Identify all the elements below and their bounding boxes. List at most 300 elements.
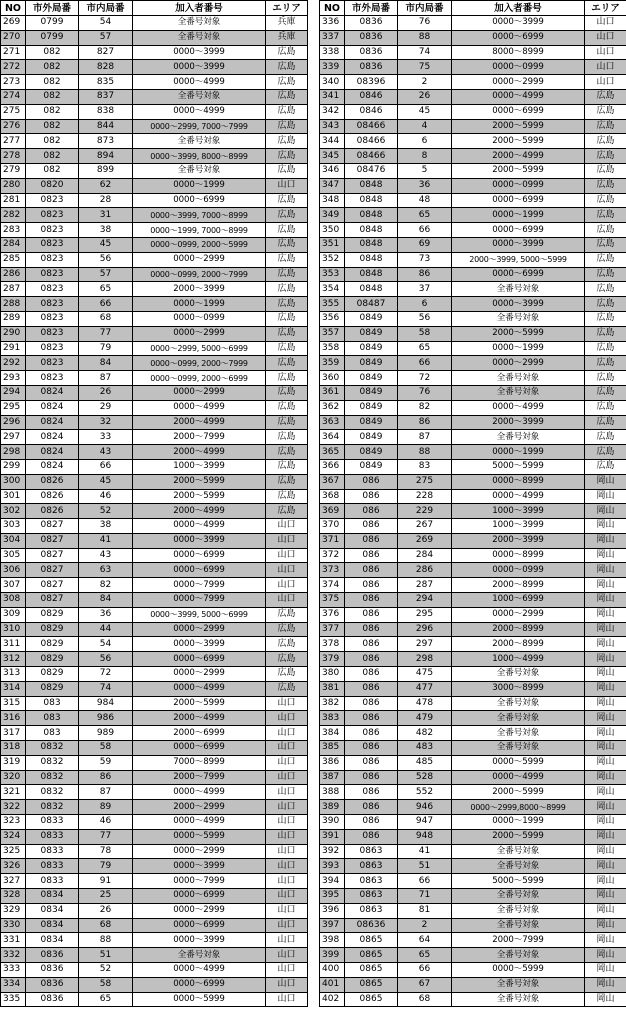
cell-no: 309: [1, 607, 26, 622]
cell-area: 広島: [266, 430, 308, 445]
table-row: [1, 474, 308, 489]
cell-subscriber-number: 0000～6999: [133, 652, 266, 667]
area-code-table-left: [0, 0, 308, 1007]
cell-subscriber-number: 1000～3999: [452, 504, 585, 519]
cell-local-exchange: 79: [79, 859, 133, 874]
cell-local-exchange: 65: [398, 948, 452, 963]
cell-area-code: 086: [345, 696, 398, 711]
table-row: [320, 533, 626, 548]
cell-area-code: 086: [345, 548, 398, 563]
cell-local-exchange: 26: [79, 903, 133, 918]
cell-area: 広島: [266, 311, 308, 326]
cell-local-exchange: 26: [79, 385, 133, 400]
cell-area: 広島: [585, 459, 626, 474]
cell-area: 広島: [266, 119, 308, 134]
table-row: [1, 371, 308, 386]
cell-area: 広島: [585, 430, 626, 445]
cell-area: 山口: [585, 75, 626, 90]
cell-area-code: 086: [345, 519, 398, 534]
cell-area: 山口: [266, 889, 308, 904]
cell-area-code: 086: [345, 770, 398, 785]
cell-area: 岡山: [585, 726, 626, 741]
cell-area-code: 0826: [26, 504, 79, 519]
cell-no: 301: [1, 489, 26, 504]
cell-area-code: 083: [26, 726, 79, 741]
cell-subscriber-number: 0000～4999: [133, 963, 266, 978]
cell-subscriber-number: 0000～3999: [452, 297, 585, 312]
cell-no: 328: [1, 889, 26, 904]
cell-no: 306: [1, 563, 26, 578]
cell-local-exchange: 29: [79, 400, 133, 415]
cell-area: 広島: [266, 489, 308, 504]
cell-area-code: 0823: [26, 326, 79, 341]
table-row: [1, 489, 308, 504]
cell-area: 兵庫: [266, 30, 308, 45]
table-row: [320, 918, 626, 933]
cell-area: 山口: [266, 977, 308, 992]
cell-subscriber-number: 0000～4999: [133, 681, 266, 696]
table-row: [1, 326, 308, 341]
cell-area-code: 0827: [26, 563, 79, 578]
cell-no: 370: [320, 519, 345, 534]
table-row: [1, 755, 308, 770]
cell-area: 広島: [266, 60, 308, 75]
cell-subscriber-number: 2000～4999: [133, 445, 266, 460]
table-row: [320, 578, 626, 593]
cell-no: 279: [1, 163, 26, 178]
cell-local-exchange: 478: [398, 696, 452, 711]
cell-area-code: 0836: [345, 45, 398, 60]
cell-area: 広島: [266, 445, 308, 460]
cell-subscriber-number: 全番号対象: [133, 16, 266, 31]
cell-subscriber-number: 2000～8999: [452, 622, 585, 637]
cell-area-code: 086: [345, 622, 398, 637]
cell-area: 岡山: [585, 933, 626, 948]
cell-local-exchange: 69: [398, 237, 452, 252]
cell-subscriber-number: 0000～6999: [133, 889, 266, 904]
table-row: [1, 844, 308, 859]
cell-area: 広島: [585, 267, 626, 282]
cell-local-exchange: 66: [398, 963, 452, 978]
cell-local-exchange: 77: [79, 326, 133, 341]
cell-area-code: 0865: [345, 977, 398, 992]
cell-no: 383: [320, 711, 345, 726]
cell-area-code: 0823: [26, 223, 79, 238]
cell-area-code: 0832: [26, 800, 79, 815]
table-row: [1, 963, 308, 978]
cell-no: 377: [320, 622, 345, 637]
table-row: [1, 208, 308, 223]
table-row: [320, 282, 626, 297]
cell-area: 山口: [266, 948, 308, 963]
table-row: [1, 297, 308, 312]
table-row: [1, 578, 308, 593]
cell-area: 広島: [585, 385, 626, 400]
cell-no: 365: [320, 445, 345, 460]
cell-local-exchange: 91: [79, 874, 133, 889]
table-row: [320, 741, 626, 756]
cell-no: 278: [1, 149, 26, 164]
cell-no: 331: [1, 933, 26, 948]
table-row: [1, 163, 308, 178]
cell-subscriber-number: 0000～4999: [452, 770, 585, 785]
cell-no: 311: [1, 637, 26, 652]
cell-local-exchange: 2: [398, 918, 452, 933]
cell-subscriber-number: 0000～6999: [133, 741, 266, 756]
cell-no: 401: [320, 977, 345, 992]
cell-no: 305: [1, 548, 26, 563]
cell-area-code: 082: [26, 45, 79, 60]
cell-area: 岡山: [585, 519, 626, 534]
table-row: [1, 607, 308, 622]
cell-no: 350: [320, 223, 345, 238]
cell-subscriber-number: 0000～2999: [452, 356, 585, 371]
cell-area-code: 0849: [345, 385, 398, 400]
cell-local-exchange: 32: [79, 415, 133, 430]
cell-no: 385: [320, 741, 345, 756]
cell-area: 広島: [585, 400, 626, 415]
table-row: [320, 400, 626, 415]
table-row: [320, 844, 626, 859]
cell-area-code: 082: [26, 104, 79, 119]
table-row: [1, 563, 308, 578]
cell-subscriber-number: 0000～3999: [452, 16, 585, 31]
cell-local-exchange: 947: [398, 815, 452, 830]
cell-no: 290: [1, 326, 26, 341]
cell-no: 303: [1, 519, 26, 534]
cell-area-code: 0799: [26, 30, 79, 45]
cell-local-exchange: 86: [398, 415, 452, 430]
cell-area: 岡山: [585, 504, 626, 519]
cell-local-exchange: 946: [398, 800, 452, 815]
cell-area: 広島: [585, 356, 626, 371]
cell-local-exchange: 287: [398, 578, 452, 593]
cell-no: 322: [1, 800, 26, 815]
cell-area: 広島: [585, 163, 626, 178]
cell-subscriber-number: 2000～3999: [133, 282, 266, 297]
cell-no: 314: [1, 681, 26, 696]
cell-area-code: 082: [26, 60, 79, 75]
cell-local-exchange: 286: [398, 563, 452, 578]
table-row: [320, 237, 626, 252]
table-row: [1, 119, 308, 134]
cell-no: 280: [1, 178, 26, 193]
cell-subscriber-number: 0000～0999, 2000～5999: [133, 237, 266, 252]
cell-area-code: 086: [345, 563, 398, 578]
cell-area-code: 086: [345, 533, 398, 548]
cell-area: 岡山: [585, 815, 626, 830]
cell-area-code: 0836: [345, 60, 398, 75]
cell-area-code: 086: [345, 829, 398, 844]
cell-local-exchange: 38: [79, 223, 133, 238]
cell-area-code: 086: [345, 741, 398, 756]
cell-area-code: 0823: [26, 282, 79, 297]
cell-area-code: 0846: [345, 104, 398, 119]
cell-area: 山口: [266, 963, 308, 978]
cell-area: 山口: [266, 992, 308, 1007]
cell-local-exchange: 65: [398, 341, 452, 356]
cell-subscriber-number: 0000～2999: [452, 75, 585, 90]
cell-area-code: 0848: [345, 282, 398, 297]
cell-no: 298: [1, 445, 26, 460]
cell-area: 山口: [266, 741, 308, 756]
cell-area-code: 0865: [345, 948, 398, 963]
cell-area-code: 0823: [26, 267, 79, 282]
cell-subscriber-number: 0000～1999: [133, 178, 266, 193]
cell-local-exchange: 838: [79, 104, 133, 119]
cell-local-exchange: 228: [398, 489, 452, 504]
table-row: [1, 637, 308, 652]
table-row: [320, 489, 626, 504]
cell-area-code: 086: [345, 578, 398, 593]
cell-area-code: 083: [26, 696, 79, 711]
cell-no: 336: [320, 16, 345, 31]
cell-local-exchange: 28: [79, 193, 133, 208]
cell-area: 山口: [266, 178, 308, 193]
cell-area-code: 0823: [26, 341, 79, 356]
cell-area: 兵庫: [266, 16, 308, 31]
cell-no: 332: [1, 948, 26, 963]
cell-area: 山口: [266, 711, 308, 726]
cell-no: 333: [1, 963, 26, 978]
cell-area: 岡山: [585, 489, 626, 504]
cell-area: 広島: [266, 237, 308, 252]
cell-area-code: 0823: [26, 193, 79, 208]
cell-subscriber-number: 2000～8999: [452, 637, 585, 652]
table-row: [1, 104, 308, 119]
cell-subscriber-number: 全番号対象: [452, 696, 585, 711]
cell-no: 363: [320, 415, 345, 430]
cell-no: 334: [1, 977, 26, 992]
table-row: [320, 652, 626, 667]
cell-subscriber-number: 0000～6999: [452, 104, 585, 119]
cell-no: 297: [1, 430, 26, 445]
table-row: [320, 637, 626, 652]
cell-subscriber-number: 0000～5999: [452, 963, 585, 978]
cell-area: 広島: [585, 415, 626, 430]
cell-area-code: 0836: [26, 992, 79, 1007]
cell-area-code: 0823: [26, 311, 79, 326]
cell-area: 岡山: [585, 548, 626, 563]
cell-subscriber-number: 2000～5999: [133, 474, 266, 489]
cell-subscriber-number: 2000～3999, 5000～5999: [452, 252, 585, 267]
cell-no: 326: [1, 859, 26, 874]
cell-area-code: 0848: [345, 223, 398, 238]
cell-area-code: 0863: [345, 874, 398, 889]
cell-area: 広島: [266, 652, 308, 667]
cell-no: 387: [320, 770, 345, 785]
cell-no: 343: [320, 119, 345, 134]
cell-local-exchange: 229: [398, 504, 452, 519]
cell-area: 広島: [585, 297, 626, 312]
cell-no: 395: [320, 889, 345, 904]
cell-area: 岡山: [585, 859, 626, 874]
cell-no: 342: [320, 104, 345, 119]
cell-no: 315: [1, 696, 26, 711]
table-row: [320, 459, 626, 474]
cell-no: 289: [1, 311, 26, 326]
cell-local-exchange: 75: [398, 60, 452, 75]
table-row: [1, 889, 308, 904]
cell-area-code: 082: [26, 163, 79, 178]
cell-no: 339: [320, 60, 345, 75]
cell-area-code: 086: [345, 652, 398, 667]
cell-subscriber-number: 0000～3999: [133, 533, 266, 548]
cell-local-exchange: 479: [398, 711, 452, 726]
cell-area-code: 0836: [345, 16, 398, 31]
cell-no: 319: [1, 755, 26, 770]
cell-subscriber-number: 全番号対象: [452, 948, 585, 963]
cell-subscriber-number: 2000～8999: [452, 578, 585, 593]
cell-local-exchange: 56: [79, 652, 133, 667]
cell-local-exchange: 86: [398, 267, 452, 282]
table-row: [1, 681, 308, 696]
table-row: [1, 237, 308, 252]
cell-subscriber-number: 2000～5999: [452, 163, 585, 178]
table-row: [320, 119, 626, 134]
cell-subscriber-number: 0000～0999, 2000～7999: [133, 267, 266, 282]
table-row: [1, 282, 308, 297]
cell-area: 岡山: [585, 622, 626, 637]
cell-no: 355: [320, 297, 345, 312]
cell-area-code: 0863: [345, 903, 398, 918]
cell-area-code: 0848: [345, 193, 398, 208]
cell-area: 広島: [266, 667, 308, 682]
table-row: [320, 519, 626, 534]
table-row: [320, 297, 626, 312]
cell-subscriber-number: 0000～0999, 2000～6999: [133, 371, 266, 386]
table-row: [1, 45, 308, 60]
cell-local-exchange: 74: [398, 45, 452, 60]
cell-area-code: 082: [26, 75, 79, 90]
table-row: [320, 326, 626, 341]
cell-area-code: 0832: [26, 741, 79, 756]
cell-subscriber-number: 全番号対象: [452, 918, 585, 933]
cell-area-code: 086: [345, 681, 398, 696]
cell-subscriber-number: 全番号対象: [452, 385, 585, 400]
cell-area: 山口: [266, 874, 308, 889]
cell-subscriber-number: 0000～0999: [133, 311, 266, 326]
cell-area-code: 0865: [345, 933, 398, 948]
cell-area: 山口: [266, 755, 308, 770]
cell-area: 広島: [266, 371, 308, 386]
cell-area: 広島: [266, 223, 308, 238]
cell-subscriber-number: 0000～2999: [133, 385, 266, 400]
cell-no: 390: [320, 815, 345, 830]
cell-subscriber-number: 全番号対象: [452, 371, 585, 386]
table-row: [320, 341, 626, 356]
cell-subscriber-number: 0000～2999: [133, 844, 266, 859]
cell-local-exchange: 71: [398, 889, 452, 904]
cell-subscriber-number: 0000～5999: [133, 829, 266, 844]
cell-subscriber-number: 2000～5999: [452, 326, 585, 341]
table-row: [1, 829, 308, 844]
cell-area-code: 0849: [345, 415, 398, 430]
table-row: [1, 593, 308, 608]
cell-area: 岡山: [585, 889, 626, 904]
cell-local-exchange: 2: [398, 75, 452, 90]
header-no: NO: [1, 1, 26, 16]
table-row: [320, 504, 626, 519]
cell-no: 353: [320, 267, 345, 282]
cell-no: 364: [320, 430, 345, 445]
cell-area: 広島: [266, 193, 308, 208]
header-local-exchange: 市内局番: [398, 1, 452, 16]
cell-local-exchange: 828: [79, 60, 133, 75]
cell-local-exchange: 43: [79, 445, 133, 460]
cell-area: 岡山: [585, 474, 626, 489]
cell-no: 341: [320, 89, 345, 104]
table-row: [320, 800, 626, 815]
cell-area: 広島: [266, 45, 308, 60]
cell-area: 広島: [585, 326, 626, 341]
cell-subscriber-number: 2000～4999: [133, 504, 266, 519]
cell-area-code: 0834: [26, 903, 79, 918]
cell-area-code: 0849: [345, 326, 398, 341]
cell-area: 岡山: [585, 977, 626, 992]
table-row: [1, 252, 308, 267]
header-area: エリア: [585, 1, 626, 16]
cell-no: 379: [320, 652, 345, 667]
cell-no: 269: [1, 16, 26, 31]
cell-no: 392: [320, 844, 345, 859]
cell-subscriber-number: 2000～6999: [133, 726, 266, 741]
cell-no: 316: [1, 711, 26, 726]
cell-area: 岡山: [585, 963, 626, 978]
cell-area: 広島: [585, 341, 626, 356]
cell-area-code: 086: [345, 815, 398, 830]
table-row: [1, 800, 308, 815]
table-row: [1, 977, 308, 992]
cell-local-exchange: 72: [79, 667, 133, 682]
table-row: [320, 889, 626, 904]
cell-no: 340: [320, 75, 345, 90]
cell-no: 276: [1, 119, 26, 134]
cell-area-code: 0849: [345, 311, 398, 326]
table-row: [320, 430, 626, 445]
cell-area-code: 083: [26, 711, 79, 726]
cell-area: 岡山: [585, 696, 626, 711]
cell-local-exchange: 65: [79, 282, 133, 297]
table-row: [320, 134, 626, 149]
cell-area-code: 0833: [26, 829, 79, 844]
cell-local-exchange: 38: [79, 519, 133, 534]
table-header-row: [1, 1, 308, 16]
table-row: [320, 474, 626, 489]
table-row: [320, 311, 626, 326]
cell-area: 山口: [585, 45, 626, 60]
cell-area: 岡山: [585, 681, 626, 696]
cell-no: 399: [320, 948, 345, 963]
cell-subscriber-number: 全番号対象: [133, 30, 266, 45]
cell-no: 317: [1, 726, 26, 741]
table-row: [320, 45, 626, 60]
cell-local-exchange: 41: [79, 533, 133, 548]
cell-local-exchange: 57: [79, 267, 133, 282]
cell-no: 324: [1, 829, 26, 844]
table-row: [320, 548, 626, 563]
cell-no: 271: [1, 45, 26, 60]
cell-area: 広島: [585, 208, 626, 223]
cell-subscriber-number: 全番号対象: [133, 89, 266, 104]
cell-area-code: 0833: [26, 874, 79, 889]
cell-subscriber-number: 5000～5999: [452, 874, 585, 889]
table-row: [320, 30, 626, 45]
cell-area-code: 0824: [26, 385, 79, 400]
table-row: [320, 977, 626, 992]
table-row: [1, 311, 308, 326]
cell-no: 330: [1, 918, 26, 933]
